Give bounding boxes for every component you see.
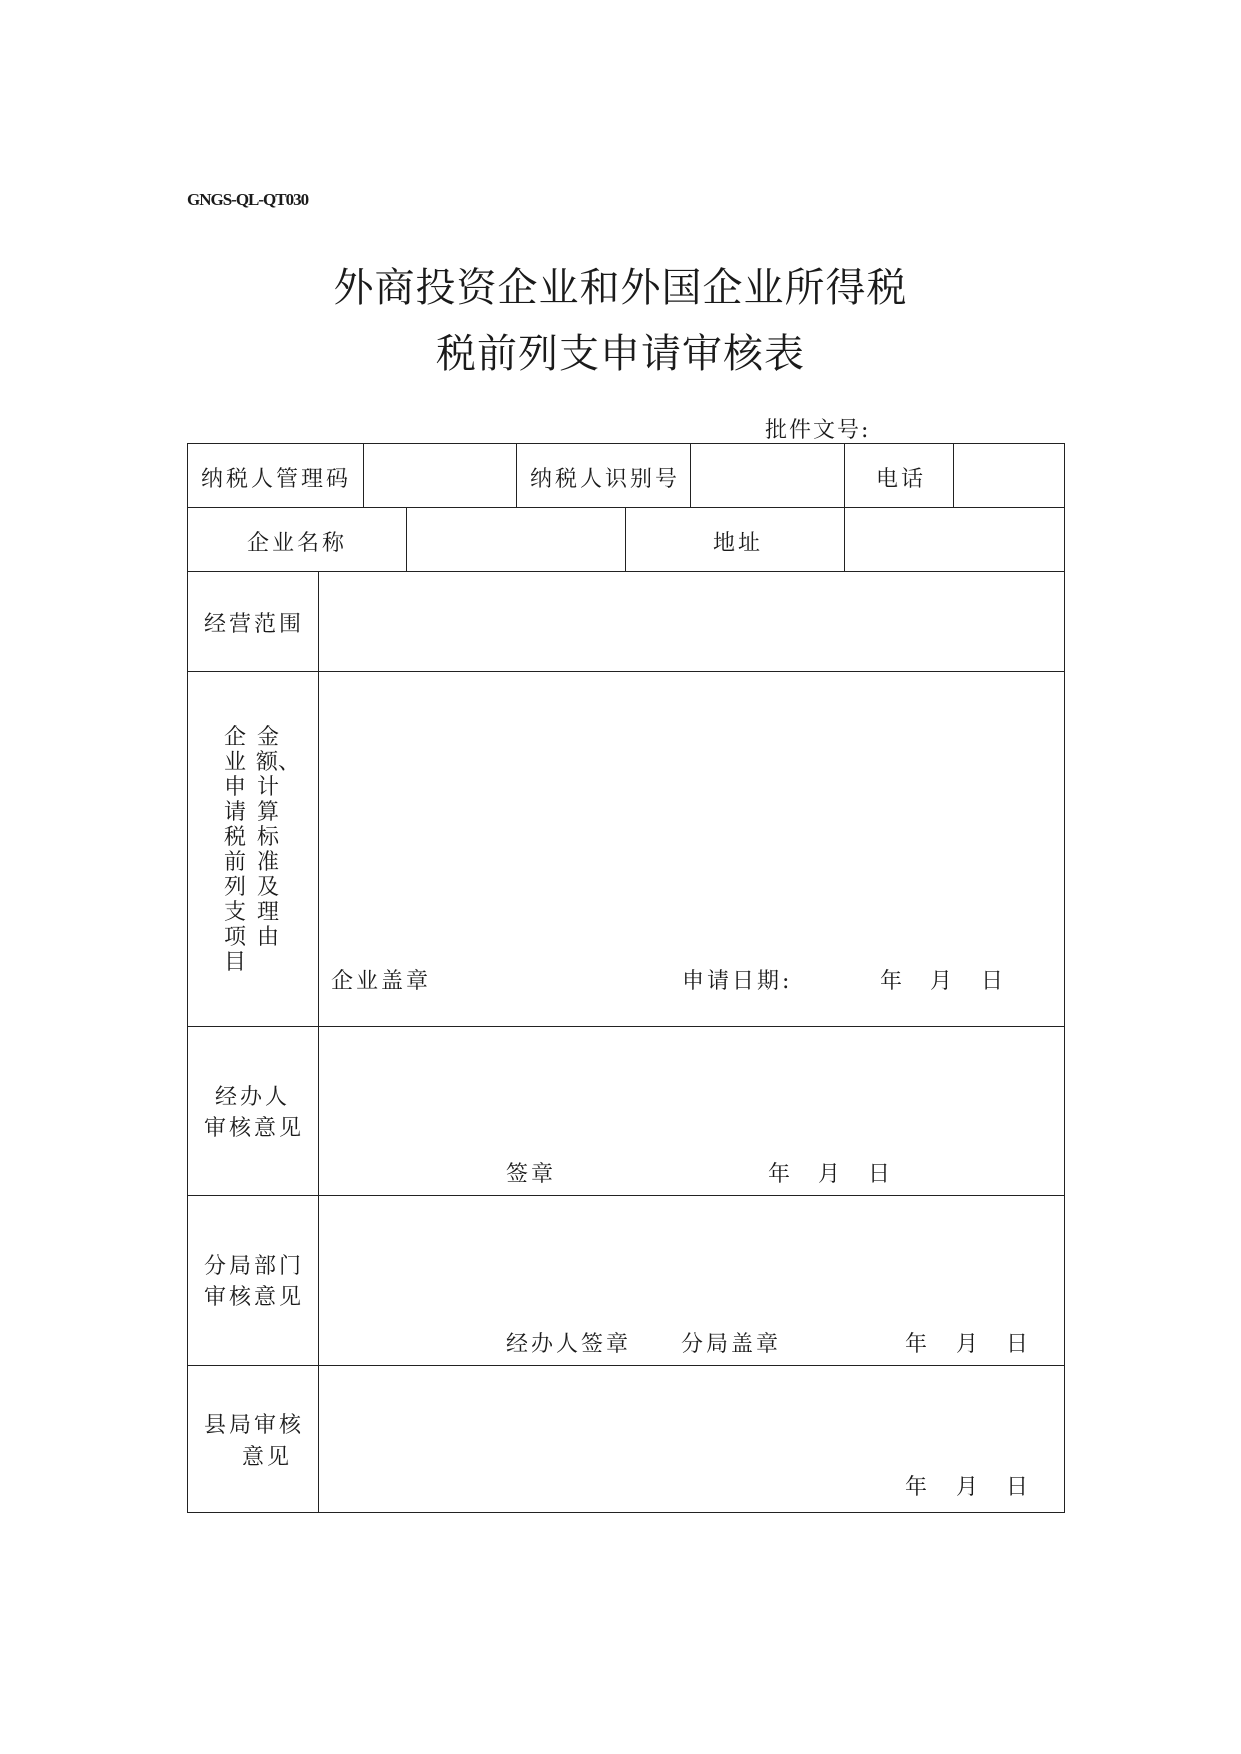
approval-number-label: 批件文号: (765, 418, 871, 443)
phone-label: 电话 (876, 467, 927, 492)
cell-divider (363, 443, 364, 507)
address-label: 地址 (713, 531, 764, 556)
taxpayer-code-field[interactable] (365, 445, 515, 505)
branch-review-label-line2: 审核意见 (204, 1285, 305, 1310)
amount-basis-label: 金额、计算标准及理由 (256, 725, 301, 950)
date-day: 日 (981, 969, 1007, 994)
cell-divider (516, 443, 517, 507)
branch-review-field[interactable] (320, 1197, 1063, 1315)
branch-review-label-line1: 分局部门 (204, 1254, 305, 1279)
county-review-label-line1: 县局审核 (204, 1413, 305, 1438)
label-column-divider (318, 571, 319, 1513)
date-day: 日 (1006, 1332, 1032, 1357)
company-name-field[interactable] (408, 509, 623, 569)
taxpayer-id-label: 纳税人识别号 (530, 467, 681, 492)
company-seal-label: 企业盖章 (331, 969, 432, 994)
application-details-field[interactable] (320, 673, 1063, 953)
date-month: 月 (818, 1162, 844, 1187)
date-year: 年 (905, 1332, 931, 1357)
date-month: 月 (956, 1475, 982, 1500)
form-title-line2: 税前列支申请审核表 (436, 331, 805, 377)
date-year: 年 (880, 969, 906, 994)
handler-sign-label: 经办人签章 (506, 1332, 632, 1357)
phone-field[interactable] (955, 445, 1063, 505)
apply-date-label: 申请日期: (682, 969, 793, 994)
date-day: 日 (1006, 1475, 1032, 1500)
cell-divider (625, 507, 626, 571)
date-month: 月 (956, 1332, 982, 1357)
county-review-field[interactable] (320, 1367, 1063, 1467)
business-scope-label: 经营范围 (204, 612, 305, 637)
date-year: 年 (768, 1162, 794, 1187)
branch-seal-label: 分局盖章 (681, 1332, 782, 1357)
county-review-label-line2: 意见 (242, 1445, 293, 1470)
form-title-line1: 外商投资企业和外国企业所得税 (333, 265, 908, 311)
cell-divider (406, 507, 407, 571)
date-month: 月 (930, 969, 956, 994)
taxpayer-id-field[interactable] (692, 445, 842, 505)
cell-divider (690, 443, 691, 507)
company-name-label: 企业名称 (247, 531, 348, 556)
cell-divider (844, 507, 845, 571)
row-divider (187, 507, 1065, 508)
date-day: 日 (868, 1162, 894, 1187)
address-field[interactable] (846, 509, 1063, 569)
handler-review-field[interactable] (320, 1028, 1063, 1146)
business-scope-field[interactable] (320, 573, 1063, 669)
date-year: 年 (905, 1475, 931, 1500)
handler-review-label-line2: 审核意见 (204, 1116, 305, 1141)
handler-sign-label: 签章 (506, 1162, 557, 1187)
cell-divider (953, 443, 954, 507)
handler-review-label-line1: 经办人 (215, 1085, 291, 1110)
applied-items-label: 企业申请税前列支项目 (223, 725, 246, 975)
document-code: GNGS-QL-QT030 (187, 190, 309, 209)
taxpayer-code-label: 纳税人管理码 (201, 467, 352, 492)
cell-divider (844, 443, 845, 507)
